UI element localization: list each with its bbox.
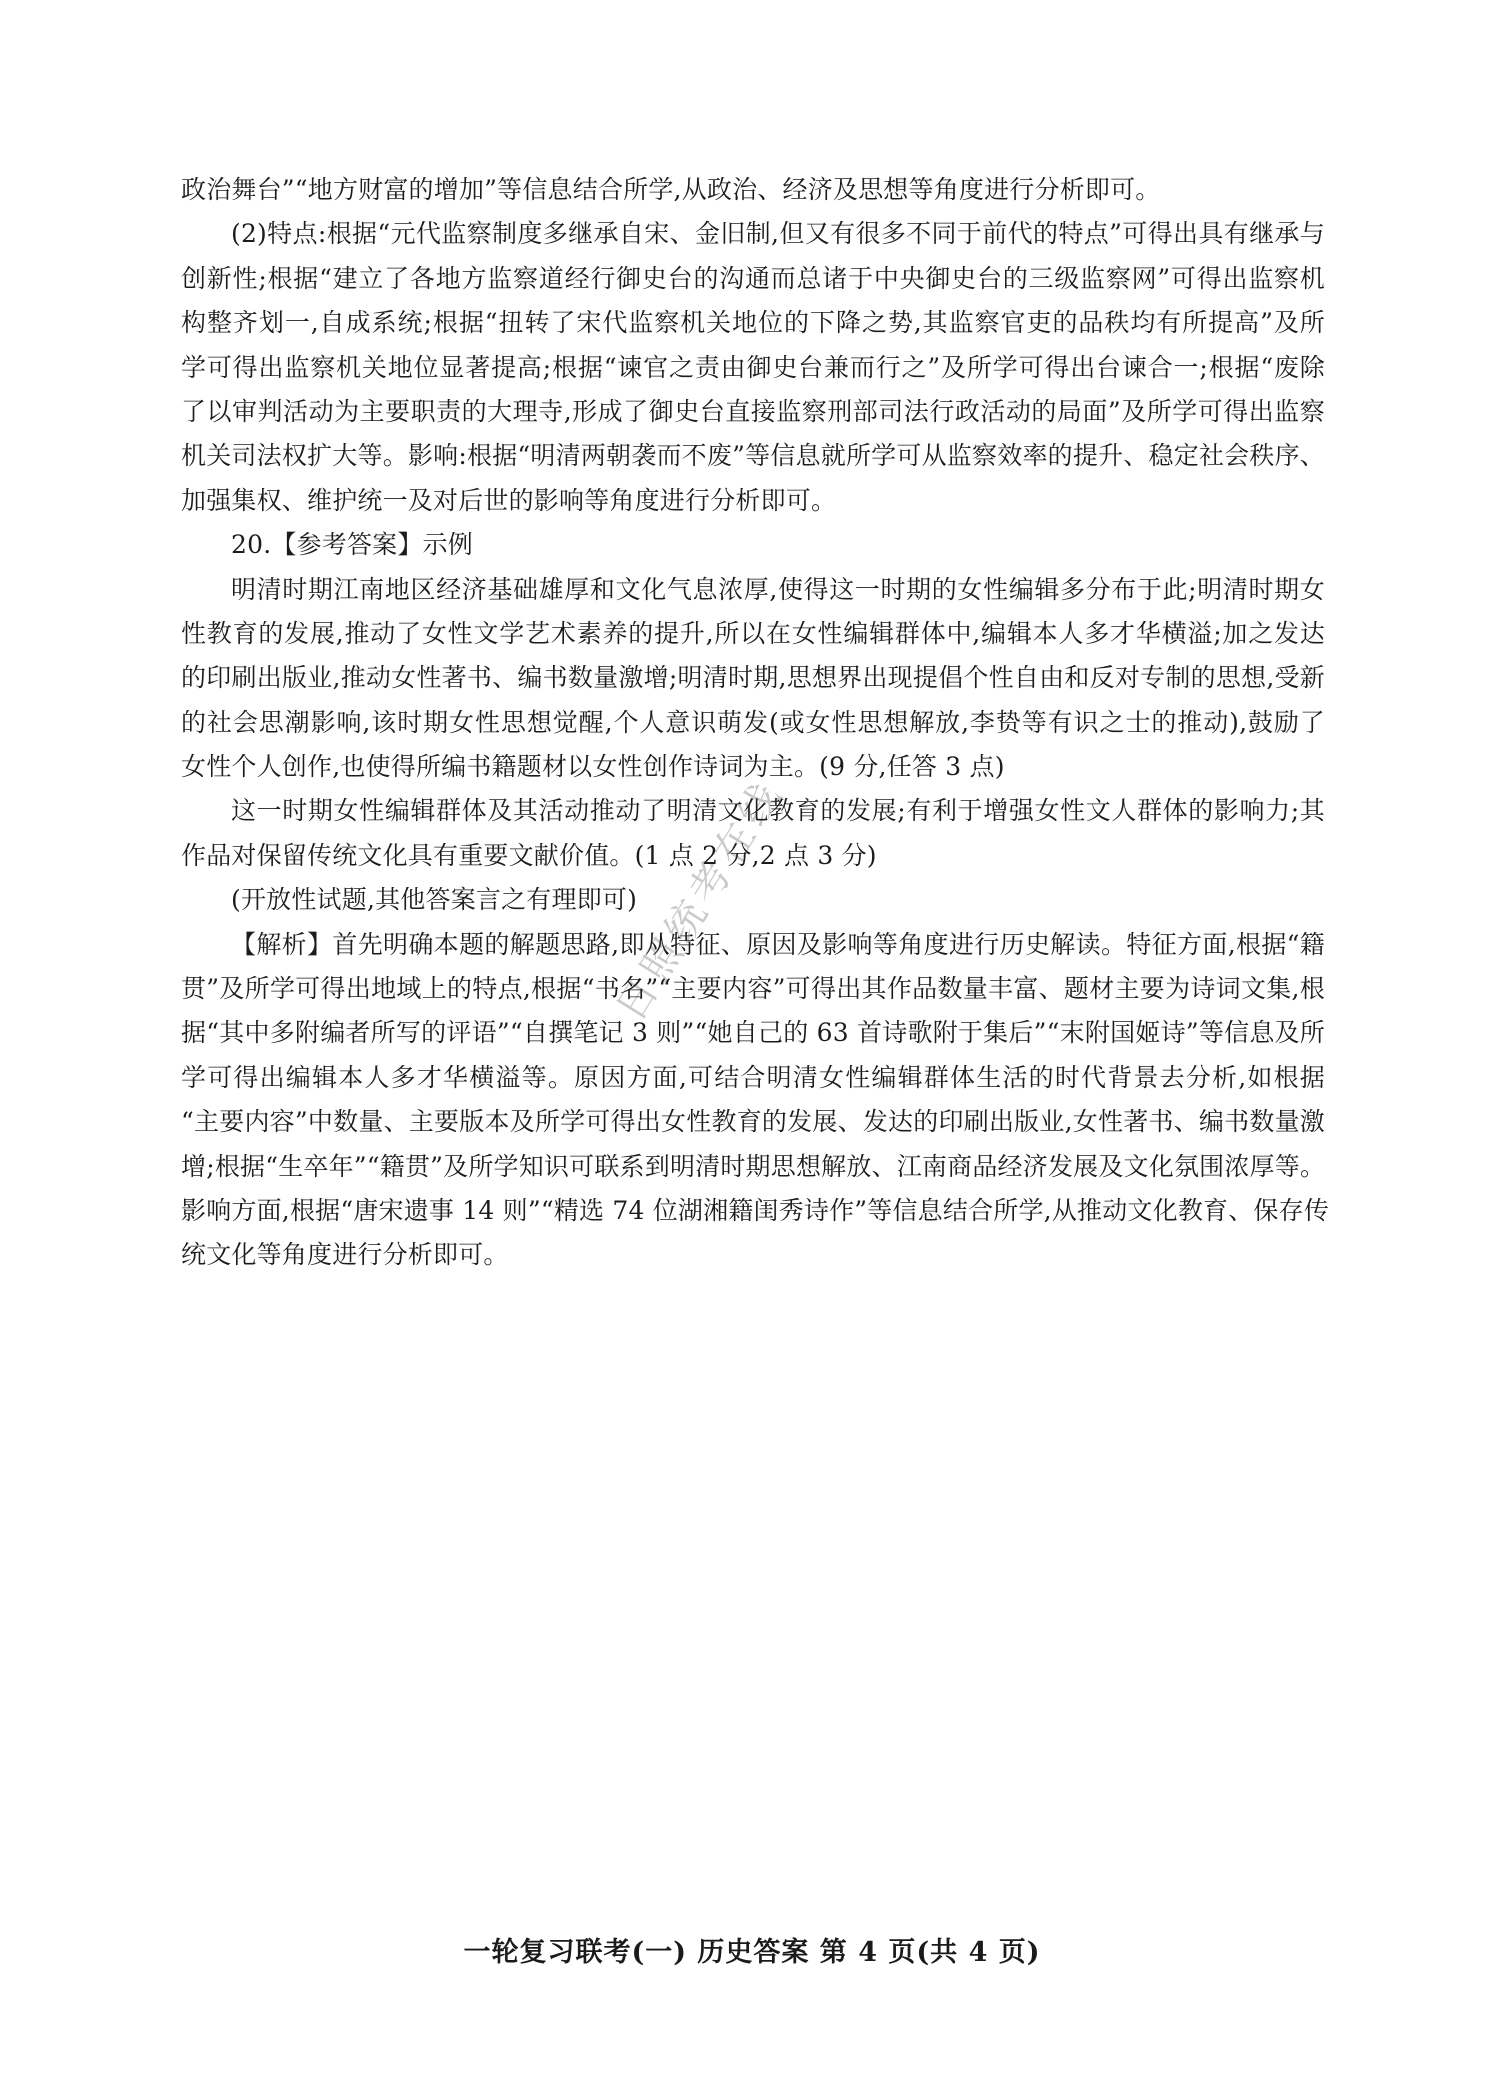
text-line: 女性个人创作,也使得所编书籍题材以女性创作诗词为主。(9 分,任答 3 点) <box>181 752 1005 782</box>
text-line: (开放性试题,其他答案言之有理即可) <box>231 885 638 915</box>
text-line: 加强集权、维护统一及对后世的影响等角度进行分析即可。 <box>181 485 837 515</box>
text-line: 构整齐划一,自成系统;根据“扭转了宋代监察机关地位的下降之势,其监察官吏的品秩均有所提高”及所 <box>181 308 1325 338</box>
text-line: 贯”及所学可得出地域上的特点,根据“书名”“主要内容”可得出其作品数量丰富、题材主要为诗词文集,根 <box>181 974 1325 1004</box>
page-footer: 一轮复习联考(一) 历史答案 第 4 页(共 4 页) <box>463 1937 1041 1968</box>
text-line: 学可得出监察机关地位显著提高;根据“谏官之责由御史台兼而行之”及所学可得出台谏合一;根据“废除 <box>181 352 1325 382</box>
text-line: 【解析】首先明确本题的解题思路,即从特征、原因及影响等角度进行历史解读。特征方面,根据“籍 <box>231 929 1325 959</box>
text-line: 性教育的发展,推动了女性文学艺术素养的提升,所以在女性编辑群体中,编辑本人多才华横溢;加之发达 <box>181 618 1325 648</box>
text-line: 明清时期江南地区经济基础雄厚和文化气息浓厚,使得这一时期的女性编辑多分布于此;明清时期女 <box>231 574 1325 604</box>
text-line: 机关司法权扩大等。影响:根据“明清两朝袭而不废”等信息就所学可从监察效率的提升、稳定社会秩序、 <box>181 441 1325 471</box>
text-line: 这一时期女性编辑群体及其活动推动了明清文化教育的发展;有利于增强女性文人群体的影响力;其 <box>231 796 1325 826</box>
text-line: 政治舞台”“地方财富的增加”等信息结合所学,从政治、经济及思想等角度进行分析即可。 <box>181 175 1161 204</box>
text-line: 影响方面,根据“唐宋遗事 14 则”“精选 74 位湖湘籍闺秀诗作”等信息结合所学,从推动文化教育、保存传 <box>181 1195 1330 1225</box>
text-line: 统文化等角度进行分析即可。 <box>181 1240 509 1270</box>
text-line: 创新性;根据“建立了各地方监察道经行御史台的沟通而总诸于中央御史台的三级监察网”可得出监察机 <box>181 263 1325 293</box>
text-line: 作品对保留传统文化具有重要文献价值。(1 点 2 分,2 点 3 分) <box>181 840 877 870</box>
text-line: 的社会思潮影响,该时期女性思想觉醒,个人意识萌发(或女性思想解放,李贽等有识之士的推动),鼓励了 <box>181 707 1325 737</box>
watermark: 日照统考在线 <box>607 770 793 1030</box>
text-line: “主要内容”中数量、主要版本及所学可得出女性教育的发展、发达的印刷出版业,女性著书、编书数量激 <box>181 1107 1325 1137</box>
text-line: 的印刷出版业,推动女性著书、编书数量激增;明清时期,思想界出现提倡个性自由和反对专制的思想,受新 <box>181 663 1325 693</box>
text-line: 学可得出编辑本人多才华横溢等。原因方面,可结合明清女性编辑群体生活的时代背景去分析,如根据 <box>181 1062 1325 1092</box>
text-line: 了以审判活动为主要职责的大理寺,形成了御史台直接监察刑部司法行政活动的局面”及所学可得出监察 <box>181 396 1325 426</box>
text-line: 增;根据“生卒年”“籍贯”及所学知识可联系到明清时期思想解放、江南商品经济发展及文化氛围浓厚等。 <box>181 1151 1326 1181</box>
question-heading: 20.【参考答案】示例 <box>231 530 473 560</box>
answer-document <box>181 168 1330 1278</box>
text-line: (2)特点:根据“元代监察制度多继承自宋、金旧制,但又有很多不同于前代的特点”可得出具有继承与 <box>231 219 1325 249</box>
text-line: 据“其中多附编者所写的评语”“自撰笔记 3 则”“她自己的 63 首诗歌附于集后”“末附国姬诗”等信息及所 <box>181 1018 1325 1048</box>
